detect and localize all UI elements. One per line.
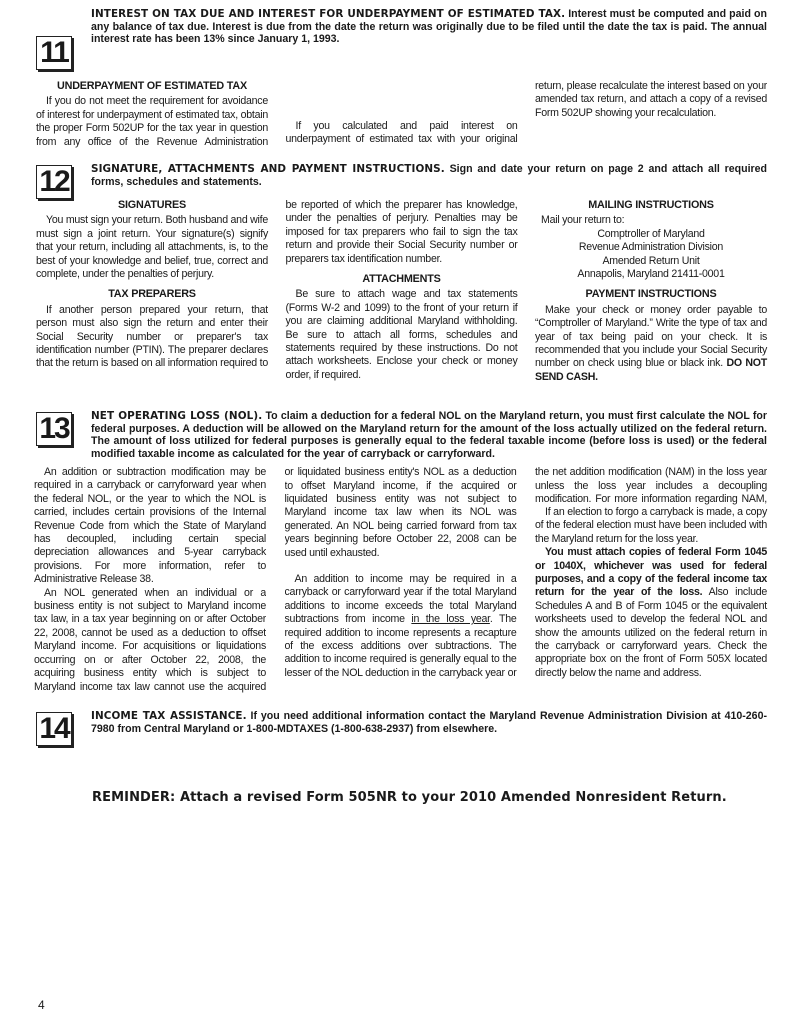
section-number-12: 12 — [36, 165, 72, 199]
underpayment-paragraph-1: If you do not meet the requirement for avoidance of interest for underpayment of estimated tax, obtain the proper Form 502UP for the tax year in question from any office of the Revenue Administration — [36, 95, 268, 148]
underpayment-heading: UNDERPAYMENT OF ESTIMATED TAX — [57, 80, 247, 92]
page-number: 4 — [38, 998, 45, 1012]
nol-paragraph-5 — [535, 546, 767, 680]
section-11-col-1 — [36, 80, 268, 149]
section-13 — [34, 410, 768, 693]
tax-preparers-paragraph: If another person prepared your return, that person must also sign the return and enter their Social Security number or preparer's tax identification number (PTIN). The preparer declares that the return is based on all information required to — [36, 303, 268, 370]
signatures-paragraph: You must sign your return. Both husband and wife must sign a joint return. Your signature(s) signify that your return, including all attachments, is, to the best of your knowledge and belief, true, correct and complete, under the penalties of perjury. — [36, 214, 268, 281]
section-13-col-2 — [285, 466, 517, 694]
section-number-11: 11 — [36, 36, 72, 70]
section-number-13: 13 — [36, 412, 72, 446]
section-13-col-3 — [535, 466, 767, 694]
section-12-col-3 — [535, 199, 767, 384]
underpayment-paragraph-2: If you calculated and paid interest on underpayment of estimated tax with your original — [285, 120, 518, 146]
attachments-heading: ATTACHMENTS — [362, 273, 441, 285]
tax-preparers-heading: TAX PREPARERS — [108, 288, 196, 301]
tax-preparers-paragraph-cont: be reported of which the preparer has knowledge, under the penalties of perjury. Penalties may be imposed for tax preparers who fail to sign the tax return and provide their Social Security number or preparers tax identification number. — [285, 199, 518, 265]
section-11-col-3 — [535, 80, 767, 149]
mail-intro: Mail your return to: — [541, 214, 625, 227]
payment-paragraph — [535, 304, 767, 384]
address-line: Revenue Administration Division — [578, 241, 724, 254]
section-12-title: SIGNATURE, ATTACHMENTS AND PAYMENT INSTRUCTIONS. — [91, 163, 445, 175]
nol-paragraph-1: An addition or subtraction modification may be required in a carryback or carryforward year when the federal NOL, or the year to which the NOL is carried, includes certain provisions of the Internal Revenue Code from which the State of Maryland has decoupled, including certain special depreciation allowances and 5-year carryback provisions. For more information, refer to Administrative Release 38. — [34, 466, 266, 586]
nol-p3-text: An addition to income may be required in a carryback or carryforward year if the total Maryland additions to income exceeds the total Maryland subtractions from income — [284, 573, 517, 626]
mailing-instructions-heading: MAILING INSTRUCTIONS — [588, 199, 714, 211]
section-12-columns — [36, 199, 767, 384]
underpayment-paragraph-1-cont — [286, 80, 518, 120]
section-12-col-1 — [36, 199, 268, 384]
signatures-heading: SIGNATURES — [118, 199, 186, 211]
nol-paragraph-4: If an election to forgo a carryback is made, a copy of the federal election must have been included with the Maryland return for the loss year. — [535, 506, 767, 545]
payment-instructions-heading: PAYMENT INSTRUCTIONS — [585, 288, 717, 301]
section-13-columns — [36, 466, 767, 694]
section-12-heading — [91, 163, 767, 188]
address-line: Comptroller of Maryland — [597, 227, 705, 240]
reminder-note: REMINDER: Attach a revised Form 505NR to your 2010 Amended Nonresident Return. — [92, 790, 727, 805]
section-11-columns — [36, 80, 767, 149]
do-not-send-cash: DO NOT SEND CASH. — [535, 357, 767, 383]
section-13-intro: To claim a deduction for a federal NOL on the Maryland return, you must first calculate the NOL for federal purposes. A deduction will be allowed on the Maryland return for the amount of the loss actually utilized on the federal return. The amount of loss utilized for federal purposes is generally equal to the federal taxable income (before loss is used) or the federal modified taxable income as calculated for the year of carryback or carryforward. — [91, 410, 768, 460]
section-11-heading — [91, 8, 767, 46]
section-11-title: INTEREST ON TAX DUE AND INTEREST FOR UNDERPAYMENT OF ESTIMATED TAX. — [91, 8, 566, 20]
section-12-intro: Sign and date your return on page 2 and attach all required forms, schedules and statements. — [91, 163, 767, 188]
attachments-paragraph: Be sure to attach wage and tax statements (Forms W-2 and 1099) to the front of your return if you are claiming additional Maryland withholding. Be sure to attach all forms, schedules and statements required by these instructions. Do not attach worksheets. Enclose your check or money order, if required. — [285, 288, 518, 381]
section-14-title: INCOME TAX ASSISTANCE. — [91, 710, 247, 722]
section-14 — [36, 710, 767, 750]
nol-paragraph-3 — [285, 573, 517, 680]
underpayment-paragraph-2-cont: return, please recalculate the interest based on your amended tax return, and attach a copy of a revised Form 502UP showing your recalculation. — [535, 80, 767, 119]
payment-text: Make your check or money order payable to “Comptroller of Maryland.” Write the type of tax and year of tax being paid on your check. It is recommended that you include your Social Security number on check using blue or black ink. — [535, 303, 767, 370]
section-13-heading — [91, 410, 767, 460]
section-11-intro: Interest must be computed and paid on any balance of tax due. Interest is due from the date the return was originally due to be filed until the date the tax is paid. The annual interest rate has been 13% since January 1, 1993. — [91, 8, 767, 46]
nol-paragraph-2-cont: or liquidated business entity's NOL as a deduction to offset Maryland income, if the acquired or liquidated business entity was not subject to Maryland income tax law when its NOL was generated. An NOL being carried forward from tax years beginning before October 22, 2008 can be used until exhausted. — [284, 466, 517, 559]
nol-p5-text: Also include Schedules A and B of Form 1045 or the equivalent worksheets used to develop the federal NOL and show the amounts utilized on the federal return in the carryback or carryforward years. Check the appropriate box on the front of Form 505X located directly below the name and address. — [535, 586, 768, 679]
section-11-col-2 — [286, 80, 518, 149]
section-14-heading — [91, 710, 767, 735]
nol-paragraph-3-cont: the net addition modification (NAM) in the loss year unless the loss year includes a decoupling modification. For more information regarding NAM, — [535, 466, 767, 506]
section-13-col-1 — [34, 466, 266, 694]
section-12 — [36, 163, 767, 383]
section-number-14: 14 — [36, 712, 72, 746]
nol-p3-text: . The required addition to income represents a recapture of the excess additions over subtractions. The addition to income required is generally equal to the lesser of the NOL deduction in the carryback year or — [284, 613, 517, 679]
address-line: Annapolis, Maryland 21411-0001 — [577, 268, 725, 281]
section-14-intro: If you need additional information contact the Maryland Revenue Administration Division at 410-260-7980 from Central Maryland or 1-800-MDTAXES (1-800-638-2937) from elsewhere. — [91, 710, 767, 735]
section-13-title: NET OPERATING LOSS (NOL). — [91, 410, 263, 422]
section-11 — [36, 8, 767, 148]
attach-copies-notice: You must attach copies of federal Form 1045 or 1040X, whichever was used for federal purposes, and a copy of the federal income tax return for the year of the loss. — [535, 546, 767, 599]
section-12-col-2 — [286, 199, 518, 384]
address-line: Amended Return Unit — [602, 254, 700, 267]
in-the-loss-year: in the loss year — [411, 613, 490, 626]
mailing-address — [535, 228, 767, 282]
nol-paragraph-2: An NOL generated when an individual or a business entity is not subject to Maryland income tax law, in a tax year beginning on or after October 22, 2008, cannot be used as a deduction to offset Maryland income. For acquisitions or liquidations occurring on or after October 22, 2008, the acquiring business entity which is subject to Maryland income tax law cannot use the acquired — [34, 586, 266, 693]
